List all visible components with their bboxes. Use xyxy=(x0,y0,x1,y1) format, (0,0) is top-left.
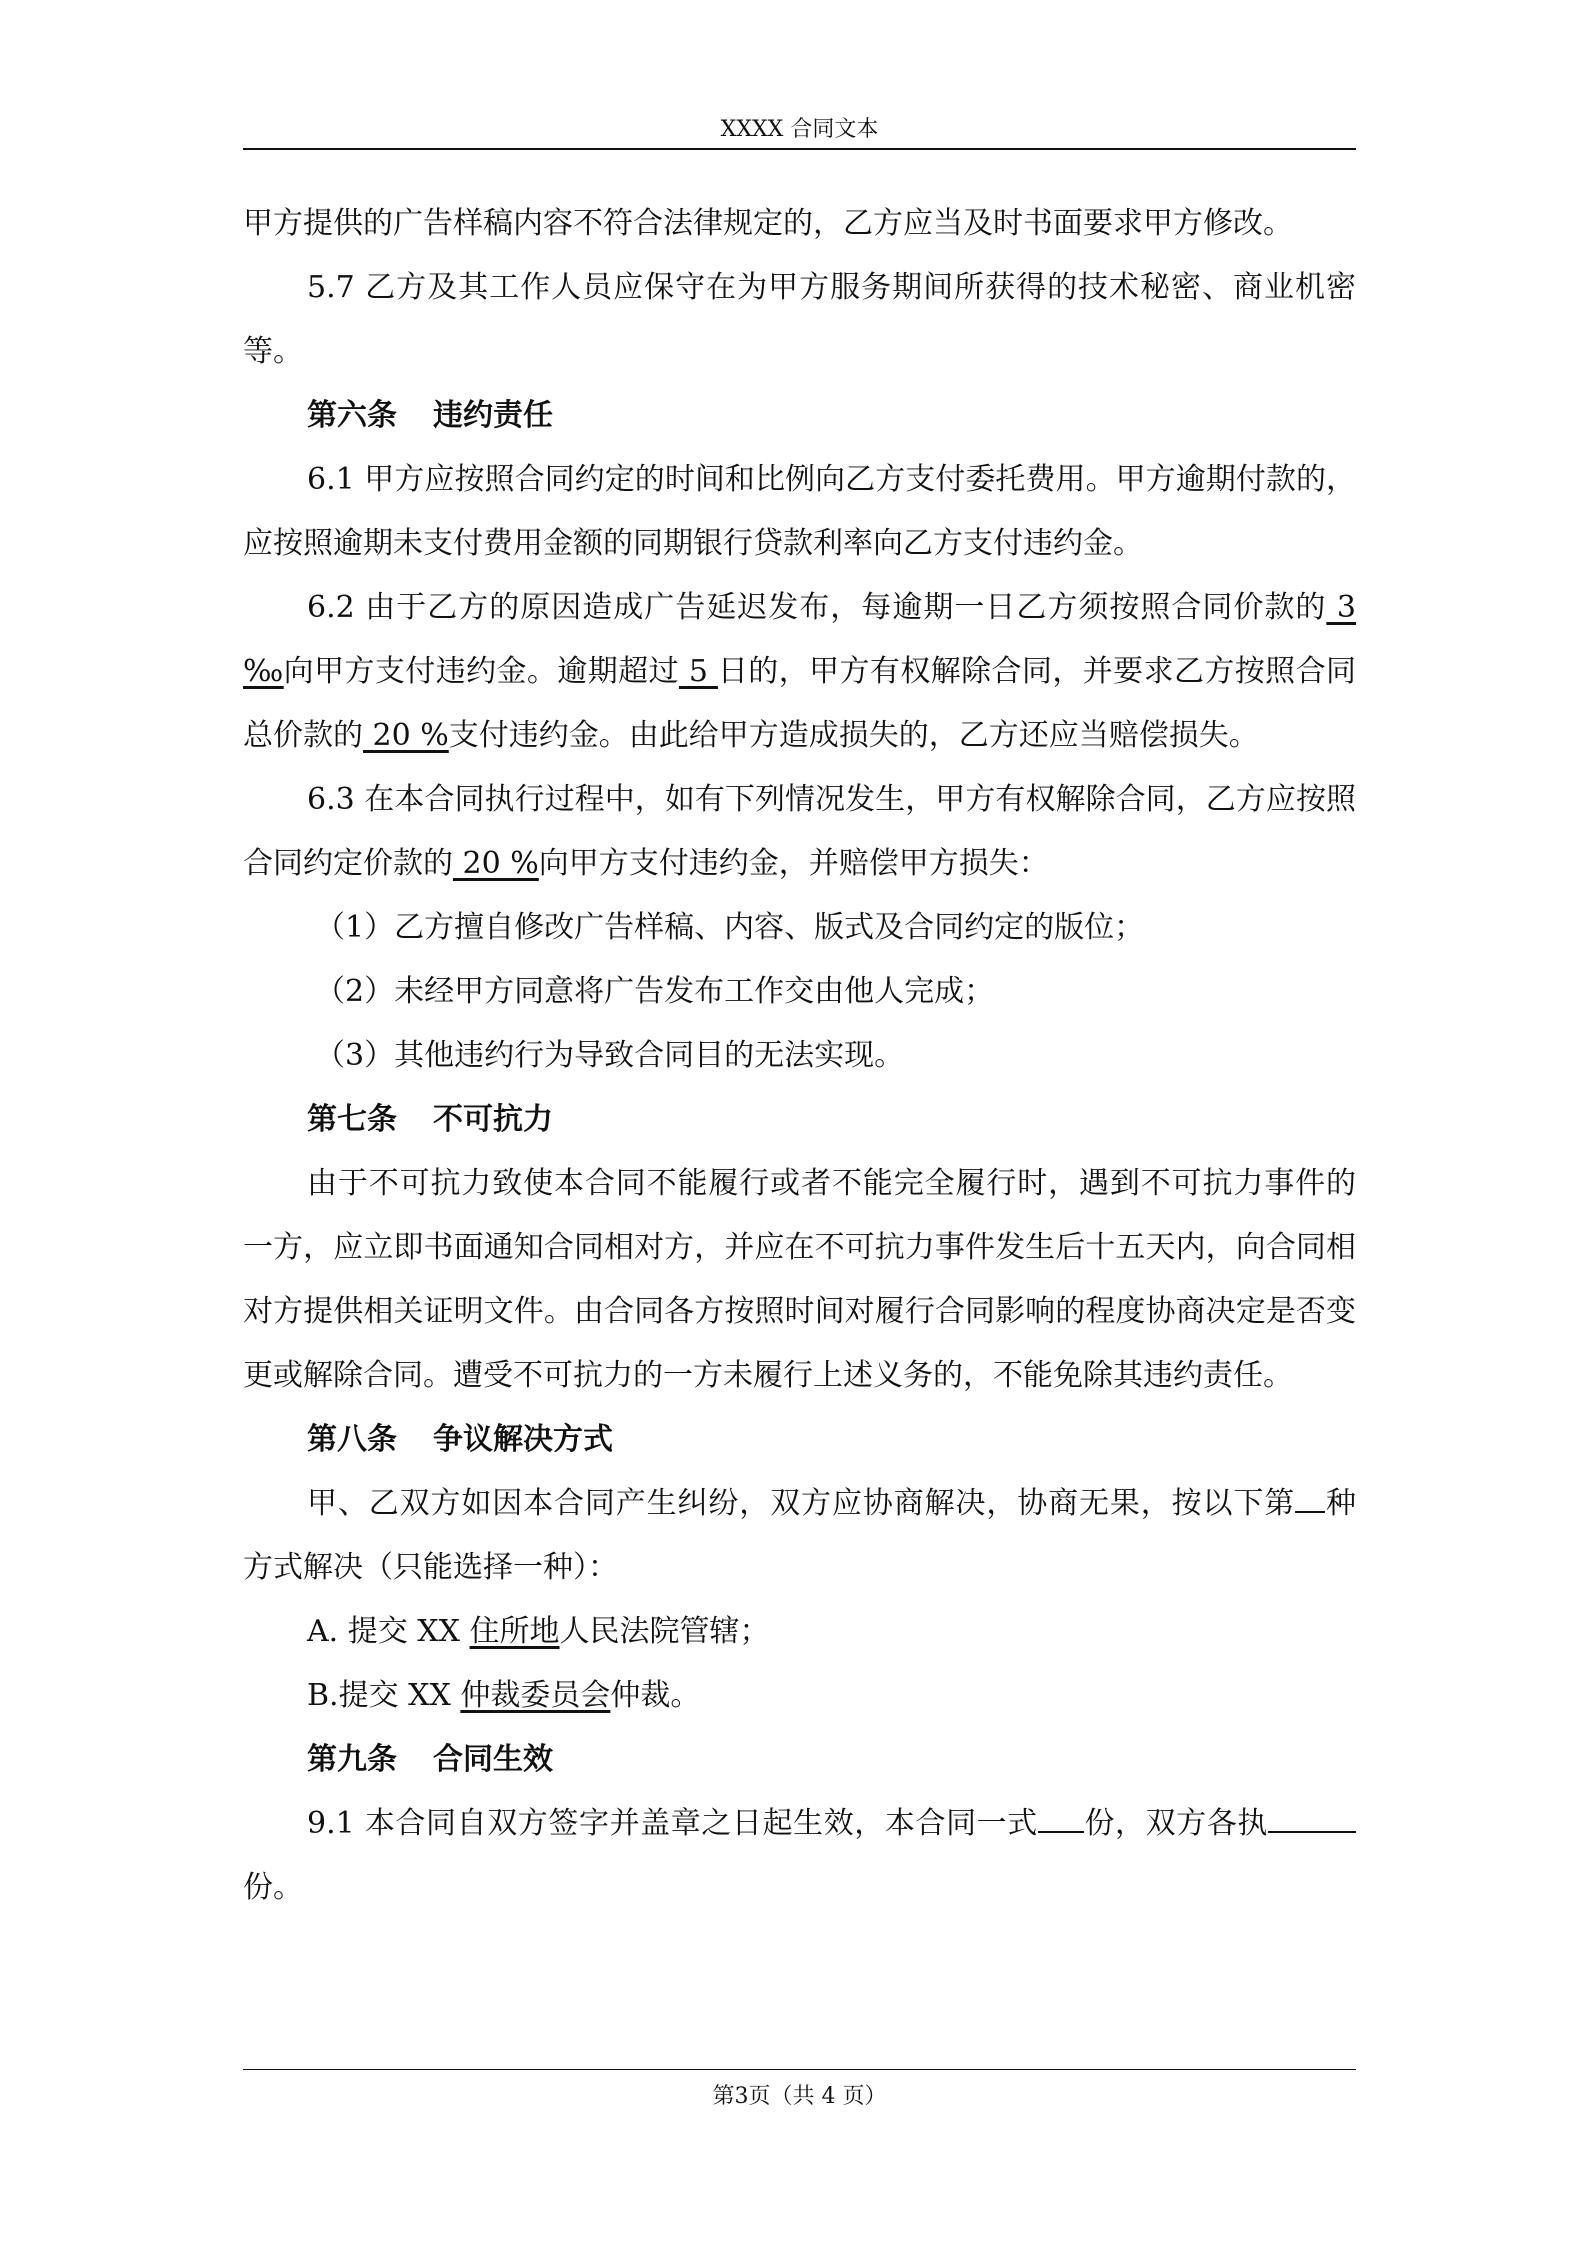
article-9-heading xyxy=(243,1728,1356,1792)
option-choice-blank xyxy=(1295,1481,1325,1513)
article-7-title: 不可抗力 xyxy=(433,1102,553,1137)
clause-6-2 xyxy=(243,576,1356,768)
article-9-number: 第九条 xyxy=(307,1742,397,1777)
clause-8-text-a: 甲、乙双方如因本合同产生纠纷，双方应协商解决，协商无果，按以下第 xyxy=(307,1486,1296,1521)
article-6-heading xyxy=(243,384,1356,448)
option-a-court: 住所地 xyxy=(469,1614,560,1649)
clause-9-1-text-a: 9.1 本合同自双方签字并盖章之日起生效，本合同一式 xyxy=(307,1806,1038,1841)
paragraph-5-6-end: 甲方提供的广告样稿内容不符合法律规定的，乙方应当及时书面要求甲方修改。 xyxy=(243,206,1293,241)
clause-6-3-text-b: 向甲方支付违约金，并赔偿甲方损失： xyxy=(538,846,1049,881)
article-6-title: 违约责任 xyxy=(433,398,553,433)
article-9-title: 合同生效 xyxy=(433,1742,553,1777)
copies-total-blank xyxy=(1038,1801,1084,1833)
copies-each-blank xyxy=(1268,1801,1356,1833)
option-b-text-b: 仲裁。 xyxy=(610,1678,701,1713)
article-6-number: 第六条 xyxy=(307,398,397,433)
page-header xyxy=(243,112,1356,150)
article-8-title: 争议解决方式 xyxy=(433,1422,613,1457)
clause-6-2-text-b: 向甲方支付违约金。逾期超过 xyxy=(283,654,679,689)
termination-penalty-value: 20 % xyxy=(453,846,539,881)
article-7-heading xyxy=(243,1088,1356,1152)
header-title: XXXX 合同文本 xyxy=(720,117,879,142)
clause-6-3-text-a: 6.3 在本合同执行过程中，如有下列情况发生，甲方有权解除合同，乙方应按照合同约定价款的 xyxy=(243,782,1356,881)
list-item-3: （3）其他违约行为导致合同目的无法实现。 xyxy=(315,1038,905,1073)
clause-7: 由于不可抗力致使本合同不能履行或者不能完全履行时，遇到不可抗力事件的一方，应立即书面通知合同相对方，并应在不可抗力事件发生后十五天内，向合同相对方提供相关证明文件。由合同各方按照时间对履行合同影响的程度协商决定是否变更或解除合同。遭受不可抗力的一方未履行上述义务的，不能免除其违约责任。 xyxy=(243,1166,1356,1393)
clause-6-1: 6.1 甲方应按照合同约定的时间和比例向乙方支付委托费用。甲方逾期付款的，应按照逾期未支付费用金额的同期银行贷款利率向乙方支付违约金。 xyxy=(243,462,1356,561)
clause-5-7: 5.7 乙方及其工作人员应保守在为甲方服务期间所获得的技术秘密、商业机密等。 xyxy=(243,270,1356,369)
clause-9-1-text-b: 份，双方各执 xyxy=(1083,1806,1269,1841)
option-b xyxy=(243,1664,1356,1728)
article-7-number: 第七条 xyxy=(307,1102,397,1137)
page-number: 第3页（共 4 页） xyxy=(712,2084,887,2109)
clause-9-1 xyxy=(243,1792,1356,1920)
option-b-text-a: B.提交 XX xyxy=(307,1678,461,1713)
clause-6-3 xyxy=(243,768,1356,896)
list-item-2: （2）未经甲方同意将广告发布工作交由他人完成； xyxy=(315,974,995,1009)
document-body xyxy=(243,192,1356,1920)
penalty-percent-value: 20 % xyxy=(363,718,449,753)
clause-8-text-b: 种方式解决（只能选择一种）： xyxy=(243,1486,1357,1585)
overdue-days-value: 5 xyxy=(678,654,718,689)
penalty-rate-value: 3 ‰ xyxy=(243,590,1357,689)
clause-9-1-text-c: 份。 xyxy=(243,1870,303,1905)
option-a xyxy=(243,1600,1356,1664)
clause-8 xyxy=(243,1472,1356,1600)
article-8-number: 第八条 xyxy=(307,1422,397,1457)
option-a-text-a: A. 提交 XX xyxy=(307,1614,470,1649)
list-item-1: （1）乙方擅自修改广告样稿、内容、版式及合同约定的版位； xyxy=(315,910,1145,945)
option-b-arbitration: 仲裁委员会 xyxy=(460,1678,611,1713)
article-8-heading xyxy=(243,1408,1356,1472)
page-footer xyxy=(243,2069,1356,2114)
clause-6-2-text-c: 日的，甲方有权解除合同，并要求乙方按照合同总价款的 xyxy=(243,654,1356,753)
clause-6-2-text-a: 6.2 由于乙方的原因造成广告延迟发布，每逾期一日乙方须按照合同价款的 xyxy=(307,590,1327,625)
option-a-text-b: 人民法院管辖； xyxy=(559,1614,770,1649)
clause-6-2-text-d: 支付违约金。由此给甲方造成损失的，乙方还应当赔偿损失。 xyxy=(448,718,1259,753)
